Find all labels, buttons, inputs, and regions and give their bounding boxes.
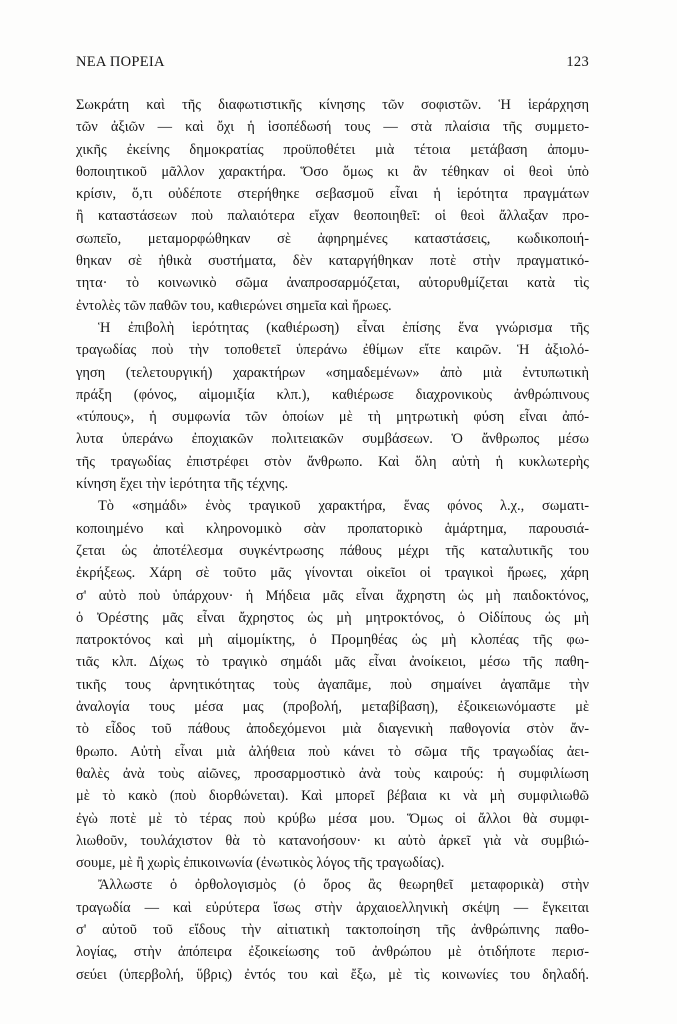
text-line: κρίσιν, ὅ,τι οὐδέποτε στερήθηκε σεβασμοῦ εἶναι ἡ ἱερότητα πραγμάτων — [76, 186, 589, 203]
text-line: σ' αὐτὸ ποὺ ὑπάρχουν· ἡ Μήδεια μᾶς εἶναι ἄχρηστη ὡς μὴ παιδοκτόνος, — [76, 587, 589, 604]
body-text — [76, 94, 589, 986]
text-line: σωπεῖο, μεταμορφώθηκαν σὲ ἀφηρημένες καταστάσεις, κωδικοποιή- — [76, 230, 589, 247]
text-line: σεύει (ὑπερβολή, ὕβρις) ἐντός του καὶ ἔξω, μὲ τὶς κοινωνίες του δηλαδή. — [76, 966, 589, 983]
text-line: κοποιημένο καὶ κληρονομικὸ σὰν προπατορικὸ ἁμάρτημα, παρουσιά- — [76, 520, 589, 537]
text-line: Σωκράτη καὶ τῆς διαφωτιστικῆς κίνησης τῶν σοφιστῶν. Ἡ ἱεράρχηση — [76, 97, 589, 113]
text-line: θρωπο. Αὐτὴ εἶναι μιὰ ἀλήθεια ποὺ κάνει τὸ σῶμα τῆς τραγωδίας ἀει- — [76, 743, 589, 760]
text-line: θοποιητικοῦ μᾶλλον χαρακτήρα. Ὅσο ὅμως κι ἂν τέθηκαν οἱ θεοὶ ὑπὸ — [76, 163, 589, 180]
text-line: Τὸ «σημάδι» ἑνὸς τραγικοῦ χαρακτήρα, ἕνας φόνος λ.χ., σωματι- — [98, 498, 589, 515]
text-line: «τύπους», ἡ συμφωνία τῶν ὁποίων μὲ τὴ μητρωτικὴ φύση εἶναι ἀπό- — [76, 409, 589, 426]
text-line: Ἄλλωστε ὁ ὀρθολογισμὸς (ὁ ὅρος ἂς θεωρηθεῖ μεταφορικὰ) στὴν — [98, 877, 589, 894]
running-title: ΝΕΑ ΠΟΡΕΙΑ — [76, 54, 165, 70]
text-line: τητα· τὸ κοινωνικὸ σῶμα ἀναπροσαρμόζεται, αὐτορυθμίζεται κατὰ τὶς — [76, 275, 589, 292]
paragraph-1 — [76, 94, 589, 317]
text-line: χικῆς ἐκείνης δημοκρατίας προϋποθέτει μιὰ τέτοια μετάβαση ἀπομυ- — [76, 141, 589, 158]
running-header — [76, 54, 589, 74]
text-line: τῶν ἀξιῶν — καὶ ὄχι ἡ ἰσοπέδωσή τους — στὰ πλαίσια τῆς συμμετο- — [76, 119, 589, 136]
text-line: τὸ εἶδος τοῦ πάθους ἀποδεχόμενοι μιὰ διαγενικὴ παθογονία στὸν ἄν- — [76, 721, 589, 738]
text-line: γηση (τελετουργική) χαρακτήρων «σημαδεμένων» ἀπὸ μιὰ ἐντυπωτικὴ — [76, 364, 589, 381]
text-line: ἐντολὲς τῶν παθῶν του, καθιερώνει σημεῖα καὶ ἥρωες. — [76, 297, 392, 314]
paragraph-2 — [76, 317, 589, 495]
paragraph-4 — [76, 874, 589, 985]
text-line: τραγωδίας ποὺ τὴν τοποθετεῖ ὑπεράνω ἐθίμων εἴτε καιρῶν. Ἡ ἀξιολό- — [76, 342, 589, 359]
text-line: ἢ καταστάσεων ποὺ παλαιότερα εἴχαν θεοποιηθεῖ: οἱ θεοὶ ἄλλαξαν προ- — [76, 208, 589, 225]
text-line: λιωθοῦν, τουλάχιστον θὰ τὸ κατανοήσουν· κι αὐτὸ ἀρκεῖ γιὰ νὰ συμβιώ- — [76, 832, 589, 849]
text-line: θαλὲς ἀνὰ τοὺς αἰῶνες, προσαρμοστικὸ ἀνὰ τοὺς καιρούς: ἡ συμφιλίωση — [76, 765, 589, 782]
paragraph-3 — [76, 495, 589, 874]
text-line: ἐκρήξεως. Χάρη σὲ τοῦτο μᾶς γίνονται οἰκεῖοι οἱ τραγικοὶ ἥρωες, χάρη — [76, 565, 589, 582]
text-line: πράξη (φόνος, αἱμομιξία κλπ.), καθιέρωσε διαχρονικοὺς ἀνθρώπινους — [76, 386, 589, 403]
text-line: λυτα ὑπεράνω ἐποχιακῶν πολιτειακῶν συμβάσεων. Ὁ ἄνθρωπος μέσω — [76, 431, 589, 448]
text-line: τῆς τραγωδίας ἐπιστρέφει στὸν ἄνθρωπο. Καὶ ὅλη αὐτὴ ἡ κυκλωτερὴς — [76, 453, 589, 470]
text-line: Ἡ ἐπιβολὴ ἱερότητας (καθιέρωση) εἶναι ἐπίσης ἕνα γνώρισμα τῆς — [98, 319, 589, 336]
text-line: σ' αὐτοῦ τοῦ εἴδους τὴν αἰτιατικὴ τακτοποίηση τῆς ἀνθρώπινης παθο- — [76, 921, 589, 938]
text-line: θηκαν σὲ ἠθικὰ συστήματα, δὲν καταργήθηκαν ποτὲ στὴν πραγματικό- — [76, 253, 589, 270]
text-line: τικῆς τους ἀρνητικότητας τοὺς ἀγαπᾶμε, ποὺ σημαίνει ἀγαπᾶμε τὴν — [76, 676, 589, 693]
text-line: μὲ τὸ κακὸ (ποὺ διορθώνεται). Καὶ μπορεῖ βέβαια κι νὰ μὴ συμφιλιωθῶ — [76, 788, 589, 805]
text-line: τραγωδία — καὶ εὐρύτερα ἴσως στὴν ἀρχαιοελληνικὴ σκέψη — ἔγκειται — [76, 899, 589, 916]
text-line: ἀναλογία τους μέσα μας (προβολή, μεταβίβαση), ἐξοικειωνόμαστε μὲ — [76, 699, 589, 716]
page-number: 123 — [566, 54, 589, 70]
text-line: ζεται ὡς ἀποτέλεσμα συγκέντρωσης πάθους μέχρι τῆς καταλυτικῆς του — [76, 542, 589, 559]
text-line: ὁ Ὀρέστης μᾶς εἶναι ἄχρηστος ὡς μὴ μητροκτόνος, ὁ Οἰδίπους ὡς μὴ — [76, 609, 589, 626]
text-line: κίνηση ἔχει τὴν ἱερότητα τῆς τέχνης. — [76, 476, 289, 493]
text-line: λογίας, στὴν ἀπόπειρα ἐξοικείωσης τοῦ ἀνθρώπου μὲ ὁτιδήποτε περισ- — [76, 944, 589, 961]
text-line: τιᾶς κλπ. Δίχως τὸ τραγικὸ σημάδι μᾶς εἶναι ἀνοίκειοι, μέσω τῆς παθη- — [76, 654, 589, 671]
text-line: σουμε, μὲ ἢ χωρὶς ἐπικοινωνία (ἐνωτικὸς λόγος τῆς τραγωδίας). — [76, 855, 445, 872]
text-line: πατροκτόνος καὶ μὴ αἱμομίκτης, ὁ Προμηθέας ὡς μὴ κλοπέας τῆς φω- — [76, 632, 589, 649]
text-line: ἐγὼ ποτὲ μὲ τὸ τέρας ποὺ κρύβω μέσα μου. Ὅμως οἱ ἄλλοι θὰ συμφι- — [76, 810, 589, 827]
